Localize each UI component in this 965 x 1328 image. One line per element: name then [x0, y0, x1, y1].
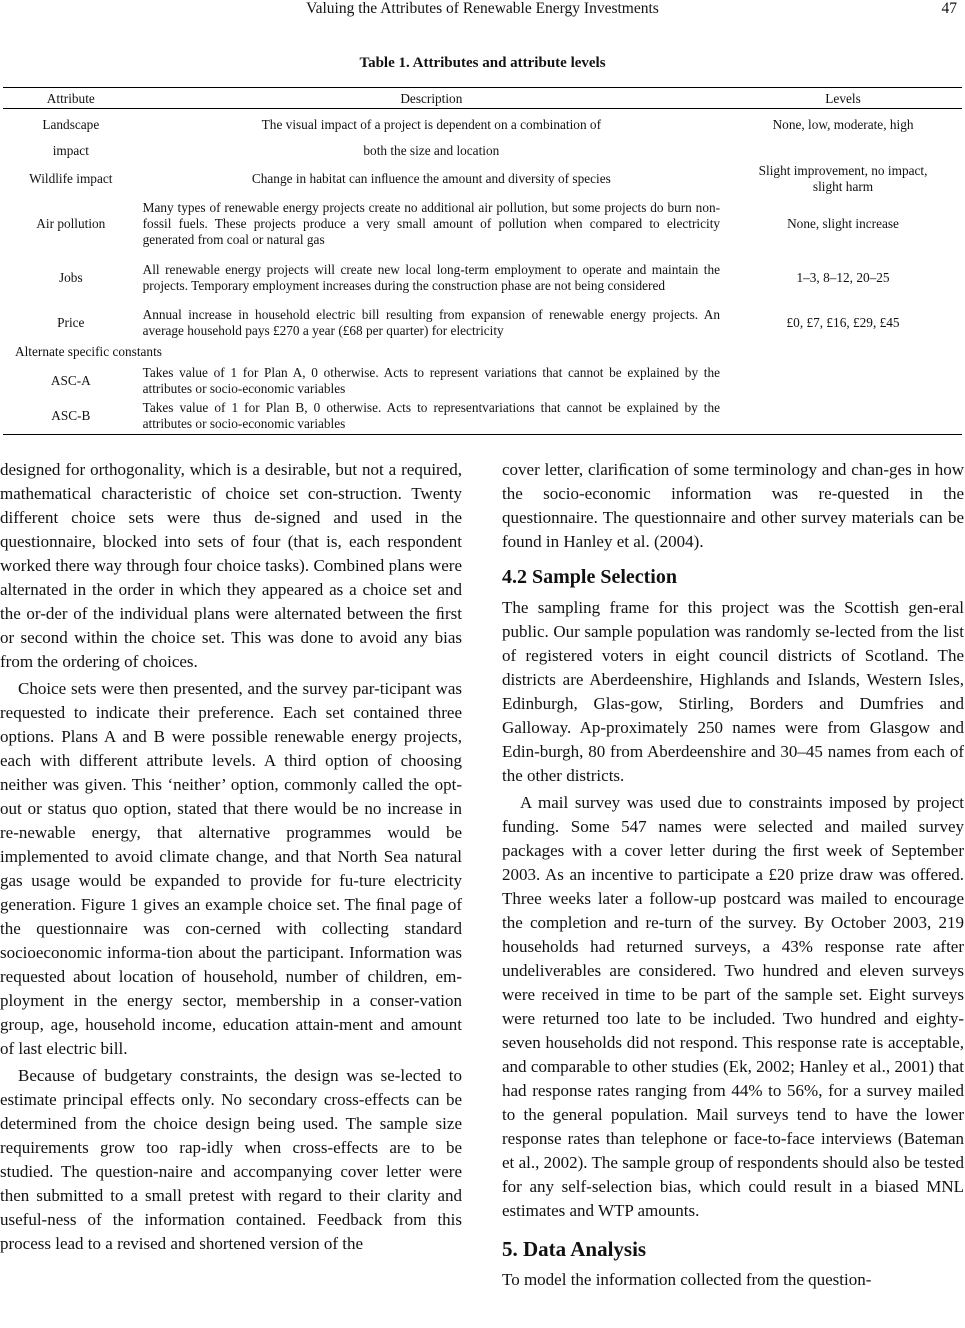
cell-levels: None, low, moderate, high	[772, 117, 914, 133]
cell-description: Annual increase in household electric bill resulting from expansion of renewable energy projects. An average household pays £270 a year (£68 per quarter) for electricity	[142, 306, 721, 338]
cell-levels: Slight improvement, no impact, slight harm	[758, 162, 928, 194]
cell-description: Many types of renewable energy projects create no additional air pollution, but some projects do burn non-fossil fuels. These projects produce a very small amount of pollution when compared to electricity generated from coal or natural gas	[142, 199, 721, 247]
table-header-row	[3, 88, 962, 109]
table-group-row	[3, 341, 962, 363]
cell-description: Takes value of 1 for Plan B, 0 otherwise. Acts to representvariations that cannot be explained by the attributes or socio-economic variables	[142, 400, 721, 432]
table-row	[3, 305, 962, 341]
cell-levels	[724, 142, 962, 161]
left-column	[0, 458, 462, 1259]
body-paragraph: designed for orthogonality, which is a desirable, but not a required, mathematical characteristic of choice set con-struction. Twenty different choice sets were thus de-signed and used in the questionnaire, blocked into sets of four (that is, each respondent worked there way through four choice tasks). Combined plans were alternated in the order in which they appeared as a choice set and the or-der of the individual plans were alternated between the ﬁrst or second within the choice set. This was done to avoid any bias from the ordering of choices.	[0, 460, 462, 671]
body-paragraph: A mail survey was used due to constraints imposed by project funding. Some 547 names were selected and mailed survey packages with a cover letter during the ﬁrst week of September 2003. As an incentive to participate a £20 prize draw was offered. Three weeks later a follow-up postcard was mailed to encourage the completion and re-turn of the survey. By October 2003, 219 households had returned surveys, a 43% response rate after undeliverables are considered. Two hundred and eleven surveys were received in time to be part of the sample set. Eight surveys were returned too late to be included. Two hundred and eighty-seven households did not respond. This response rate is acceptable, and comparable to other studies (Ek, 2002; Hanley et al., 2001) that had response rates ranging from 44% to 56%, for a survey mailed to the general population. Mail surveys tend to have the lower response rates than telephone or face-to-face interviews (Bateman et al., 2002). The sample group of respondents should also be tested for any self-selection bias, which could result in a biased MNL estimates and WTP amounts.	[502, 793, 964, 1220]
cell-description: All renewable energy projects will create new local long-term employment to operate and maintain the projects. Temporary employment increases during the construction phase are not being considered	[142, 261, 721, 293]
cell-levels: None, slight increase	[787, 215, 899, 231]
cell-description: Change in habitat can inﬂuence the amount and diversity of species	[251, 170, 611, 186]
cell-description: both the size and location	[363, 143, 500, 158]
cell-description: Takes value of 1 for Plan A, 0 otherwise. Acts to represent variations that cannot be explained by the attributes or socio-economic variables	[142, 364, 721, 396]
table-row	[3, 363, 962, 399]
group-label: Alternate specific constants	[15, 343, 162, 359]
section-heading-data-analysis: 5. Data Analysis	[502, 1237, 647, 1261]
table-row	[3, 251, 962, 305]
body-paragraph: Because of budgetary constraints, the design was se-lected to estimate principal effects only. No secondary cross-effects can be determined from the choice design being used. The sample size requirements grow too rap-idly when cross-effects are to be studied. The question-naire and accompanying cover letter were then submitted to a small pretest with regard to their clarity and useful-ness of the information contained. Feedback from this process lead to a revised and shortened version of the	[0, 1066, 462, 1253]
cell-attribute: Landscape	[42, 117, 100, 133]
attributes-table	[3, 87, 962, 435]
cell-levels: 1–3, 8–12, 20–25	[796, 269, 890, 285]
cell-attribute: Jobs	[58, 269, 83, 285]
body-paragraph: Choice sets were then presented, and the survey par-ticipant was requested to indicate their preference. Each set contained three options. Plans A and B were possible renewable energy projects, each with different attribute levels. A third option of choosing neither was given. This ‘neither’ option, commonly called the opt-out or status quo option, stated that there would be no increase in re-newable energy, that alternative programmes would be implemented to avoid climate change, and that North Sea natural gas usage would be expanded to provide for fu-ture electricity generation. Figure 1 gives an example choice set. The ﬁnal page of the questionnaire was con-cerned with collecting standard socioeconomic informa-tion about the participant. Information was requested about location of household, number of children, em-ployment in the energy sector, membership in a conser-vation group, age, household income, education attain-ment and amount of last electric bill.	[0, 679, 462, 1058]
body-paragraph: The sampling frame for this project was the Scottish gen-eral public. Our sample population was randomly se-lected from the list of registered voters in eight council districts of Scotland. The districts are Aberdeenshire, Highlands and Islands, Western Isles, Edinburgh, Glas-gow, Stirling, Borders and Dumfries and Galloway. Ap-proximately 250 names were from Glasgow and Edin-burgh, 80 from Aberdeenshire and 30–45 names from each of the other districts.	[502, 598, 964, 785]
table-row	[3, 161, 962, 197]
cell-attribute: impact	[52, 143, 89, 158]
cell-levels: £0, £7, £16, £29, £45	[786, 314, 900, 330]
cell-levels	[724, 399, 962, 435]
table-row	[3, 399, 962, 435]
table-row	[3, 142, 962, 161]
column-header-attribute: Attribute	[46, 90, 95, 106]
right-column	[502, 458, 964, 1295]
section-heading-sample-selection: 4.2 Sample Selection	[502, 566, 677, 588]
table-row	[3, 197, 962, 251]
cell-attribute: Air pollution	[36, 215, 106, 231]
table-row	[3, 109, 962, 142]
running-head	[0, 0, 965, 22]
cell-description: The visual impact of a project is dependent on a combination of	[261, 117, 602, 133]
body-paragraph: cover letter, clariﬁcation of some terminology and chan-ges in how the socio-economic information was re-quested in the questionnaire. The questionnaire and other survey materials can be found in Hanley et al. (2004).	[502, 460, 964, 551]
cell-attribute: ASC-A	[50, 372, 91, 388]
column-header-description: Description	[400, 90, 463, 106]
column-header-levels: Levels	[825, 90, 861, 106]
running-title: Valuing the Attributes of Renewable Energy Investments	[306, 0, 659, 17]
cell-attribute: ASC-B	[51, 408, 91, 424]
body-paragraph: To model the information collected from the question-	[502, 1270, 872, 1289]
cell-attribute: Wildlife impact	[29, 170, 113, 186]
page-number: 47	[941, 0, 957, 17]
table-caption: Table 1. Attributes and attribute levels	[359, 55, 606, 71]
cell-attribute: Price	[57, 314, 85, 330]
cell-levels	[724, 363, 962, 399]
